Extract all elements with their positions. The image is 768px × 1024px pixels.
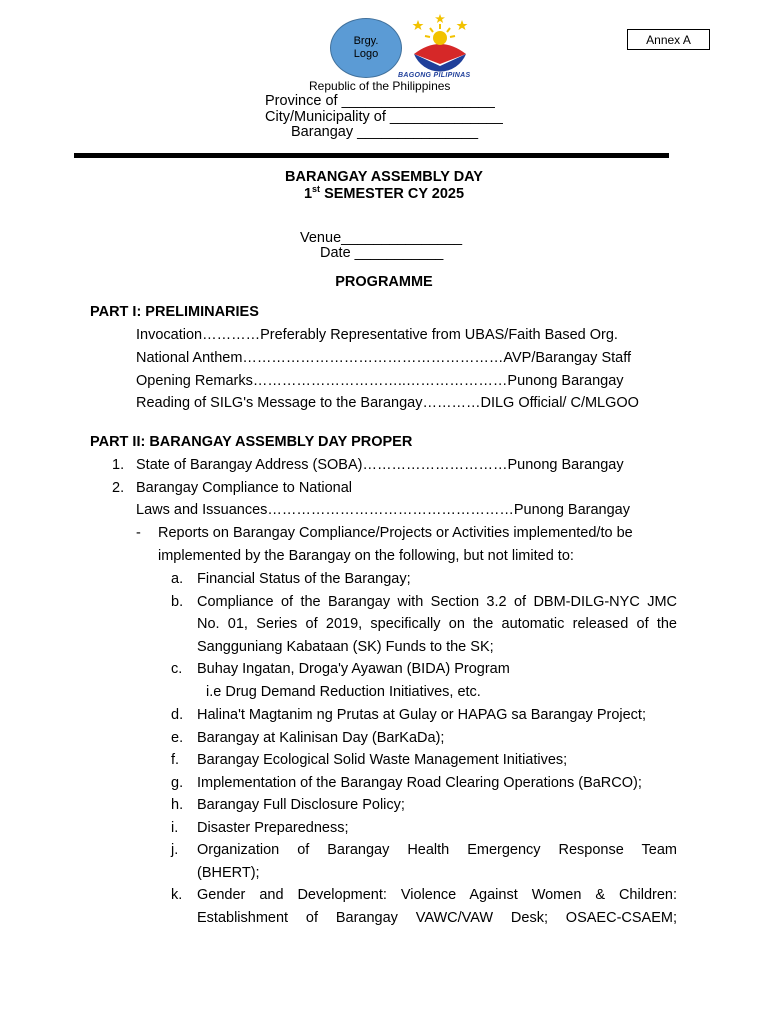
barangay-line: Barangay _______________: [291, 124, 479, 140]
date-field: Date ___________: [320, 245, 444, 261]
province-line: Province of ___________________: [265, 93, 495, 109]
sub-letter: d.: [171, 707, 184, 723]
bagong-pilipinas-logo-text: BAGONG PILIPINAS: [398, 72, 471, 79]
sub-letter: c.: [171, 661, 183, 677]
sub-item-e: Barangay at Kalinisan Day (BarKaDa);: [197, 730, 445, 746]
part1-item-opening: Opening Remarks…………………………..…………………Punong Barangay: [136, 373, 624, 389]
sub-item-k-line1: Gender and Development: Violence Against Women & Children:: [197, 887, 677, 903]
document-subtitle: 1st SEMESTER CY 2025: [303, 184, 465, 202]
republic-line: Republic of the Philippines: [309, 79, 451, 93]
sub-item-d: Halina't Magtanim ng Prutas at Gulay or HAPAG sa Barangay Project;: [197, 707, 646, 723]
sub-letter: f.: [171, 752, 180, 768]
sub-letter: a.: [171, 571, 184, 587]
brgy-logo-text-line2: Logo: [353, 48, 379, 60]
sub-item-a: Financial Status of the Barangay;: [197, 571, 411, 587]
reports-text: Reports on Barangay Compliance/Projects or Activities implemented/to be: [158, 525, 633, 541]
barangay-logo-placeholder: [330, 18, 402, 78]
part2-item-soba: State of Barangay Address (SOBA)…………………………Punong Barangay: [136, 457, 624, 473]
part1-heading: PART I: PRELIMINARIES: [90, 304, 259, 320]
part1-item-anthem: National Anthem………………………………………………AVP/Barangay Staff: [136, 350, 632, 366]
sub-item-k-line2: Establishment of Barangay VAWC/VAW Desk; OSAEC-CSAEM;: [197, 910, 677, 926]
list-number: 2.: [112, 480, 125, 496]
sub-letter: e.: [171, 730, 184, 746]
city-line: City/Municipality of ______________: [265, 109, 503, 125]
sub-letter: i.: [171, 820, 179, 836]
brgy-logo-text-line1: Brgy.: [353, 35, 379, 47]
sub-letter: g.: [171, 775, 184, 791]
sub-item-b-line2: No. 01, Series of 2019, specifically on the automatic released of the: [197, 616, 677, 632]
annex-label-box: Annex A: [627, 29, 710, 50]
sub-item-j-line1: Organization of Barangay Health Emergency Response Team: [197, 842, 677, 858]
sub-letter: b.: [171, 594, 184, 610]
sub-letter: k.: [171, 887, 183, 903]
sub-item-j-line2: (BHERT);: [197, 865, 260, 881]
sub-item-i: Disaster Preparedness;: [197, 820, 349, 836]
sub-item-b-line3: Sangguniang Kabataan (SK) Funds to the SK;: [197, 639, 494, 655]
sub-item-h: Barangay Full Disclosure Policy;: [197, 797, 405, 813]
part2-heading: PART II: BARANGAY ASSEMBLY DAY PROPER: [90, 434, 413, 450]
programme-heading: PROGRAMME: [335, 274, 433, 290]
list-number: 1.: [112, 457, 125, 473]
sub-item-c-line1: Buhay Ingatan, Droga'y Ayawan (BIDA) Program: [197, 661, 510, 677]
header-divider: [74, 153, 669, 158]
reports-text-cont: implemented by the Barangay on the following, but not limited to:: [158, 548, 574, 564]
sub-letter: j.: [171, 842, 179, 858]
sub-item-c-line2: i.e Drug Demand Reduction Initiatives, etc.: [206, 684, 481, 700]
sub-item-b-line1: Compliance of the Barangay with Section 3.2 of DBM-DILG-NYC JMC: [197, 594, 677, 610]
dash-bullet: -: [136, 525, 141, 541]
part1-item-silg: Reading of SILG's Message to the Barangay…………DILG Official/ C/MLGOO: [136, 395, 639, 411]
sub-item-g: Implementation of the Barangay Road Clearing Operations (BaRCO);: [197, 775, 642, 791]
part1-item-invocation: Invocation…………Preferably Representative from UBAS/Faith Based Org.: [136, 327, 618, 343]
part2-item-compliance-cont: Laws and Issuances……………………………………………Punong Barangay: [136, 502, 630, 518]
document-title: BARANGAY ASSEMBLY DAY: [285, 169, 483, 185]
venue-field: Venue_______________: [300, 230, 463, 246]
sub-letter: h.: [171, 797, 184, 813]
sub-item-f: Barangay Ecological Solid Waste Management Initiatives;: [197, 752, 568, 768]
part2-item-compliance: Barangay Compliance to National: [136, 480, 353, 496]
